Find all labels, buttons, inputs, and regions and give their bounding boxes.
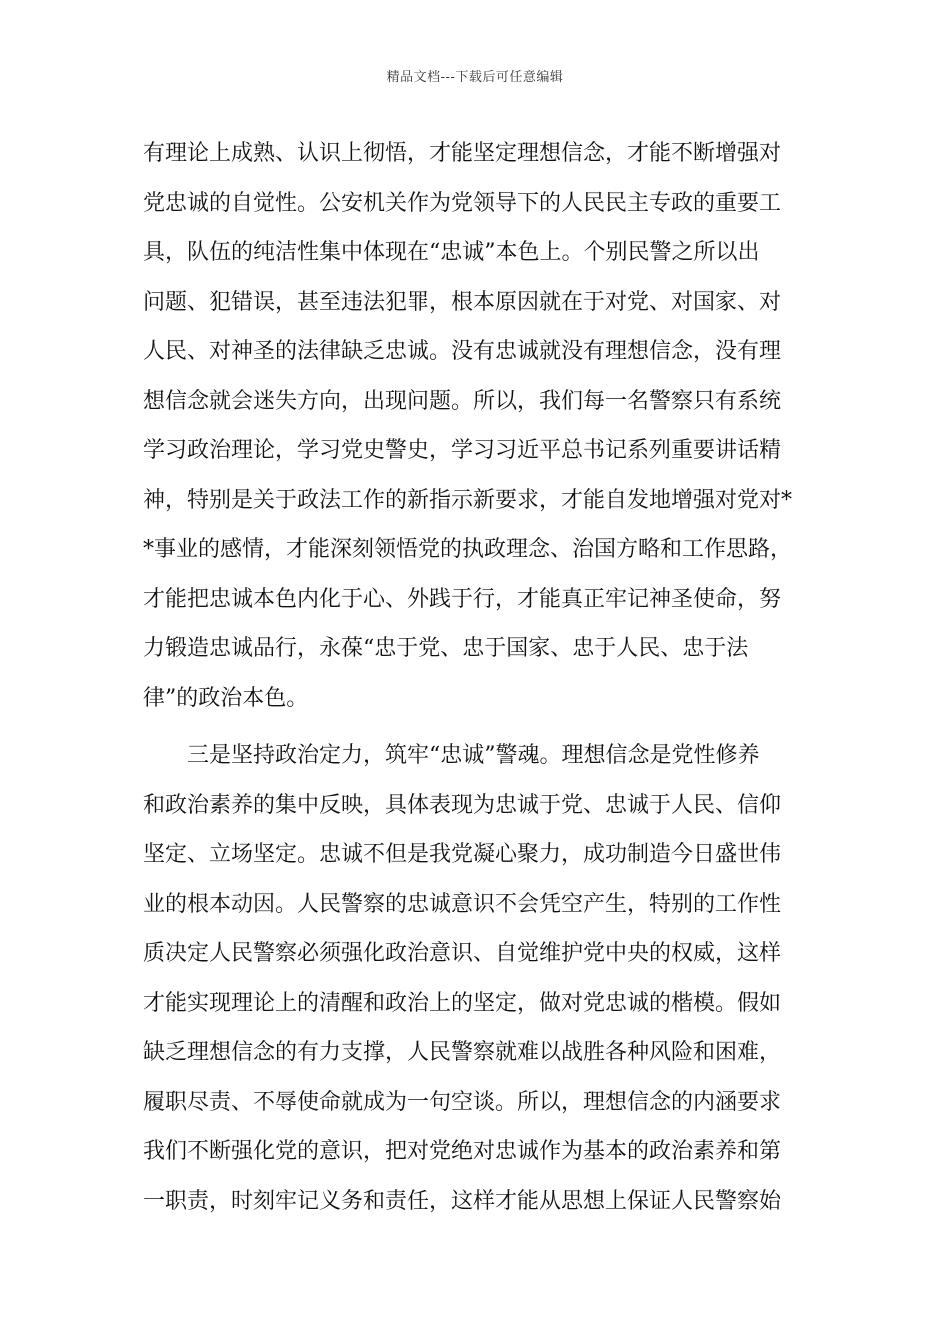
paragraph-1 — [143, 129, 808, 723]
text-line: 问题、犯错误，甚至违法犯罪，根本原因就在于对党、对国家、对 — [143, 289, 782, 315]
paragraph-2 — [143, 731, 808, 1226]
text-line: 业的根本动因。人民警察的忠诚意识不会凭空产生，特别的工作性 — [143, 891, 782, 917]
text-line: 才能把忠诚本色内化于心、外践于行，才能真正牢记神圣使命，努 — [143, 586, 782, 612]
page-header: 精品文档---下载后可任意编辑 — [386, 70, 564, 85]
text-line: 履职尽责、不辱使命就成为一句空谈。所以，理想信念的内涵要求 — [143, 1089, 782, 1115]
text-line: 人民、对神圣的法律缺乏忠诚。没有忠诚就没有理想信念，没有理 — [143, 339, 782, 364]
document-body — [143, 129, 808, 1226]
text-line: 才能实现理论上的清醒和政治上的坚定，做对党忠诚的楷模。假如 — [143, 990, 782, 1016]
text-line: 质决定人民警察必须强化政治意识、自觉维护党中央的权威，这样 — [143, 941, 782, 966]
text-line: 三是坚持政治定力，筑牢“忠诚”警魂。理想信念是党性修养 — [187, 743, 760, 768]
text-line: 律”的政治本色。 — [143, 685, 309, 711]
text-line: 力锻造忠诚品行，永葆“忠于党、忠于国家、忠于人民、忠于法 — [143, 636, 749, 661]
text-line: 缺乏理想信念的有力支撑，人民警察就难以战胜各种风险和困难， — [143, 1040, 782, 1065]
text-line: 具，队伍的纯洁性集中体现在“忠诚”本色上。个别民警之所以出 — [143, 240, 760, 265]
text-line: 神，特别是关于政法工作的新指示新要求，才能自发地增强对党对* — [143, 487, 793, 513]
text-line: 学习政治理论，学习党史警史，学习习近平总书记系列重要讲话精 — [143, 438, 782, 463]
text-line: 和政治素养的集中反映，具体表现为忠诚于党、忠诚于人民、信仰 — [143, 792, 782, 818]
text-line: 党忠诚的自觉性。公安机关作为党领导下的人民民主专政的重要工 — [143, 190, 782, 216]
text-line: 一职责，时刻牢记义务和责任，这样才能从思想上保证人民警察始 — [143, 1188, 782, 1214]
text-line: 想信念就会迷失方向，出现问题。所以，我们每一名警察只有系统 — [143, 388, 782, 414]
text-line: 有理论上成熟、认识上彻悟，才能坚定理想信念，才能不断增强对 — [143, 141, 782, 166]
text-line: 我们不断强化党的意识，把对党绝对忠诚作为基本的政治素养和第 — [143, 1139, 782, 1164]
paragraph-gap — [143, 723, 808, 731]
text-line: *事业的感情，才能深刻领悟党的执政理念、治国方略和工作思路， — [143, 537, 793, 562]
text-line: 坚定、立场坚定。忠诚不但是我党凝心聚力，成功制造今日盛世伟 — [143, 842, 782, 867]
